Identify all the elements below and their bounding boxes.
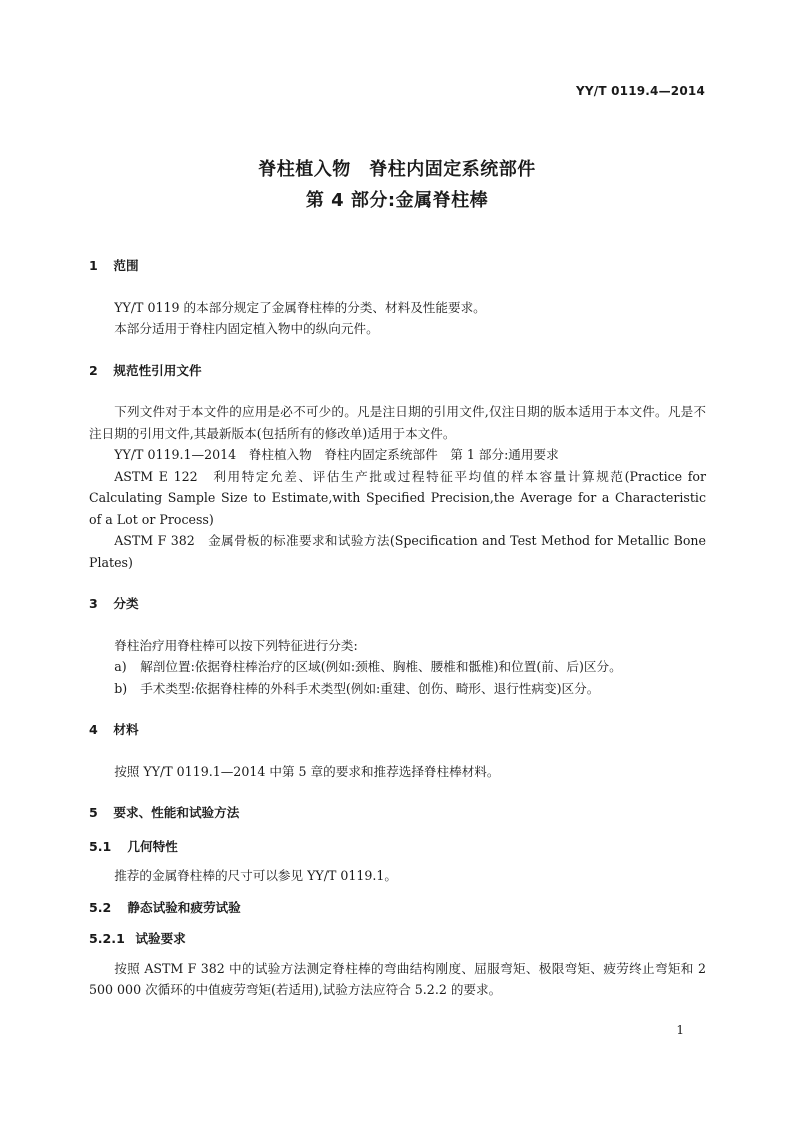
section-number: 4 <box>89 722 98 737</box>
section-title: 规范性引用文件 <box>113 362 202 378</box>
section-number: 1 <box>89 258 98 273</box>
paragraph: 按照 YY/T 0119.1—2014 中第 5 章的要求和推荐选择脊柱棒材料。 <box>114 763 500 779</box>
section-heading-materials <box>89 719 706 741</box>
document-body <box>89 255 706 1001</box>
list-item-label: b) <box>114 680 128 696</box>
section-heading-classification <box>89 593 706 615</box>
subsection-title: 几何特性 <box>127 838 178 854</box>
reference-entry: ASTM F 382 金属骨板的标准要求和试验方法(Specification and Test Method for Metallic Bone Plates) <box>89 533 706 570</box>
subsection-title: 试验要求 <box>135 931 186 946</box>
section-heading-requirements <box>89 802 706 824</box>
section-number: 2 <box>89 362 98 378</box>
list-item <box>89 678 706 700</box>
paragraph: 脊柱治疗用脊柱棒可以按下列特征进行分类: <box>114 637 358 653</box>
list-item-text: 手术类型:依据脊柱棒的外科手术类型(例如:重建、创伤、畸形、退行性病变)区分。 <box>140 680 600 696</box>
section-title: 范围 <box>113 258 139 273</box>
reference-entry: ASTM E 122 利用特定允差、评估生产批或过程特征平均值的样本容量计算规范(Practice for Calculating Sample Size to Estimate,with Specified Precision,the Average for a Characteristic of a Lot or Process) <box>89 468 706 527</box>
subsection-number: 5.2.1 <box>89 931 125 946</box>
reference-entry: YY/T 0119.1—2014 脊柱植入物 脊柱内固定系统部件 第 1 部分:通用要求 <box>114 447 559 462</box>
subsection-title: 静态试验和疲劳试验 <box>127 899 241 915</box>
list-item-text: 解剖位置:依据脊柱棒治疗的区域(例如:颈椎、胸椎、腰椎和骶椎)和位置(前、后)区分。 <box>140 659 622 674</box>
standard-code: YY/T 0119.4—2014 <box>575 84 705 98</box>
document-title-line-1: 脊柱植入物 脊柱内固定系统部件 <box>258 159 536 180</box>
paragraph: 推荐的金属脊柱棒的尺寸可以参见 YY/T 0119.1。 <box>114 868 398 883</box>
page-number: 1 <box>676 1023 684 1037</box>
paragraph: 按照 ASTM F 382 中的试验方法测定脊柱棒的弯曲结构刚度、屈服弯矩、极限弯矩、疲劳终止弯矩和 2 500 000 次循环的中值疲劳弯矩(若适用),试验方法应符合 5.2.2 的要求。 <box>89 960 706 997</box>
section-title: 分类 <box>113 596 139 611</box>
subsection-heading-test-requirements <box>89 928 706 950</box>
section-number: 5 <box>89 805 98 820</box>
document-title-line-2: 第 4 部分:金属脊柱棒 <box>305 190 489 211</box>
paragraph: 本部分适用于脊柱内固定植入物中的纵向元件。 <box>114 321 379 336</box>
section-heading-scope <box>89 255 706 277</box>
list-item <box>89 656 706 678</box>
list-item-label: a) <box>114 659 127 674</box>
subsection-number: 5.1 <box>89 838 112 854</box>
paragraph: YY/T 0119 的本部分规定了金属脊柱棒的分类、材料及性能要求。 <box>114 299 486 315</box>
section-title: 要求、性能和试验方法 <box>113 805 240 820</box>
section-title: 材料 <box>113 722 139 737</box>
subsection-number: 5.2 <box>89 899 112 915</box>
paragraph: 下列文件对于本文件的应用是必不可少的。凡是注日期的引用文件,仅注日期的版本适用于本文件。凡是不注日期的引用文件,其最新版本(包括所有的修改单)适用于本文件。 <box>89 404 706 441</box>
section-number: 3 <box>89 596 98 611</box>
section-heading-normative-references <box>89 360 706 382</box>
subsection-heading-geometry <box>89 836 706 858</box>
subsection-heading-static-fatigue-tests <box>89 897 706 919</box>
